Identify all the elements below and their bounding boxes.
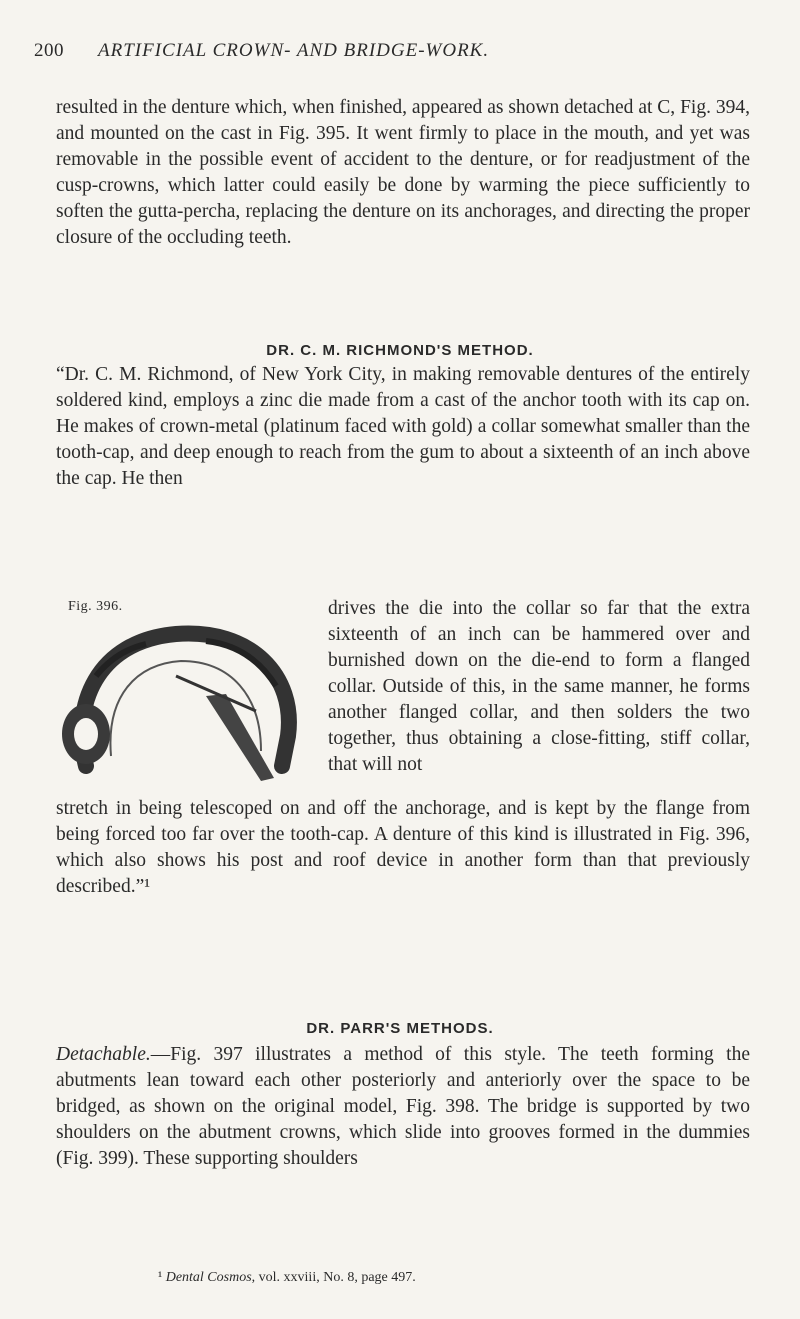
post-and-roof-device xyxy=(206,694,274,781)
section-heading-richmond: DR. C. M. RICHMOND'S METHOD. xyxy=(266,342,534,359)
figure-396 xyxy=(56,596,311,796)
denture-arch xyxy=(82,633,289,766)
page-number: 200 xyxy=(34,40,64,61)
footnote xyxy=(158,1270,416,1286)
paragraph-intro: resulted in the denture which, when finished, appeared as shown detached at C, Fig. 394, and mounted on the cast in Fig. 395. It went firmly to place in the mouth, and yet was removable in the possible event of accident to the denture, or for readjustment of the cusp-crowns, which latter could easily be done by warming the piece sufficiently to soften the gutta-percha, replacing the denture on its anchorages, and directing the proper closure of the occluding teeth. xyxy=(56,97,750,248)
paragraph-richmond-bottom: stretch in being telescoped on and off the anchorage, and is kept by the flange from being forced too far over the tooth-cap. A denture of this kind is illustrated in Fig. 396, which also shows his post and roof device in another form than that previously described.”¹ xyxy=(56,798,750,897)
anchor-collar-left-inner xyxy=(74,718,98,750)
footnote-detail: , vol. xxviii, No. 8, page 497. xyxy=(251,1270,416,1285)
running-title: ARTIFICIAL CROWN- AND BRIDGE-WORK. xyxy=(98,40,490,61)
paragraph-parr xyxy=(56,1042,750,1172)
figure-label: Fig. 396. xyxy=(68,599,123,614)
figure-row xyxy=(56,596,750,796)
section-heading-parr: DR. PARR'S METHODS. xyxy=(306,1020,494,1037)
paragraph-richmond-side: drives the die into the collar so far that the extra sixteenth of an inch can be hammered over and burnished down on the die-end to form a flanged collar. Outside of this, in the same manner, he forms another flanged collar, and then solders the two together, thus obtaining a close-fitting, stiff collar, that will not xyxy=(328,598,750,775)
footnote-source: Dental Cosmos xyxy=(165,1270,252,1285)
denture-illustration xyxy=(56,616,306,791)
paragraph-richmond-top: “Dr. C. M. Richmond, of New York City, in making removable dentures of the entirely soldered kind, employs a zinc die made from a cast of the anchor tooth with its cap on. He makes of crown-metal (platinum faced with gold) a collar somewhat smaller than the tooth-cap, and deep enough to reach from the gum to about a sixteenth of an inch above the cap. He then xyxy=(56,364,750,489)
footnote-marker: ¹ xyxy=(158,1270,163,1285)
paragraph-parr-text: —Fig. 397 illustrates a method of this style. The teeth forming the abutments lean toward each other posteriorly and anteriorly over the space to be bridged, as shown on the original model, Fig. 398. The bridge is supported by two shoulders on the abutment crowns, which slide into grooves formed in the dummies (Fig. 399). These supporting shoulders xyxy=(56,1044,750,1169)
paragraph-parr-lead: Detachable. xyxy=(56,1044,151,1065)
